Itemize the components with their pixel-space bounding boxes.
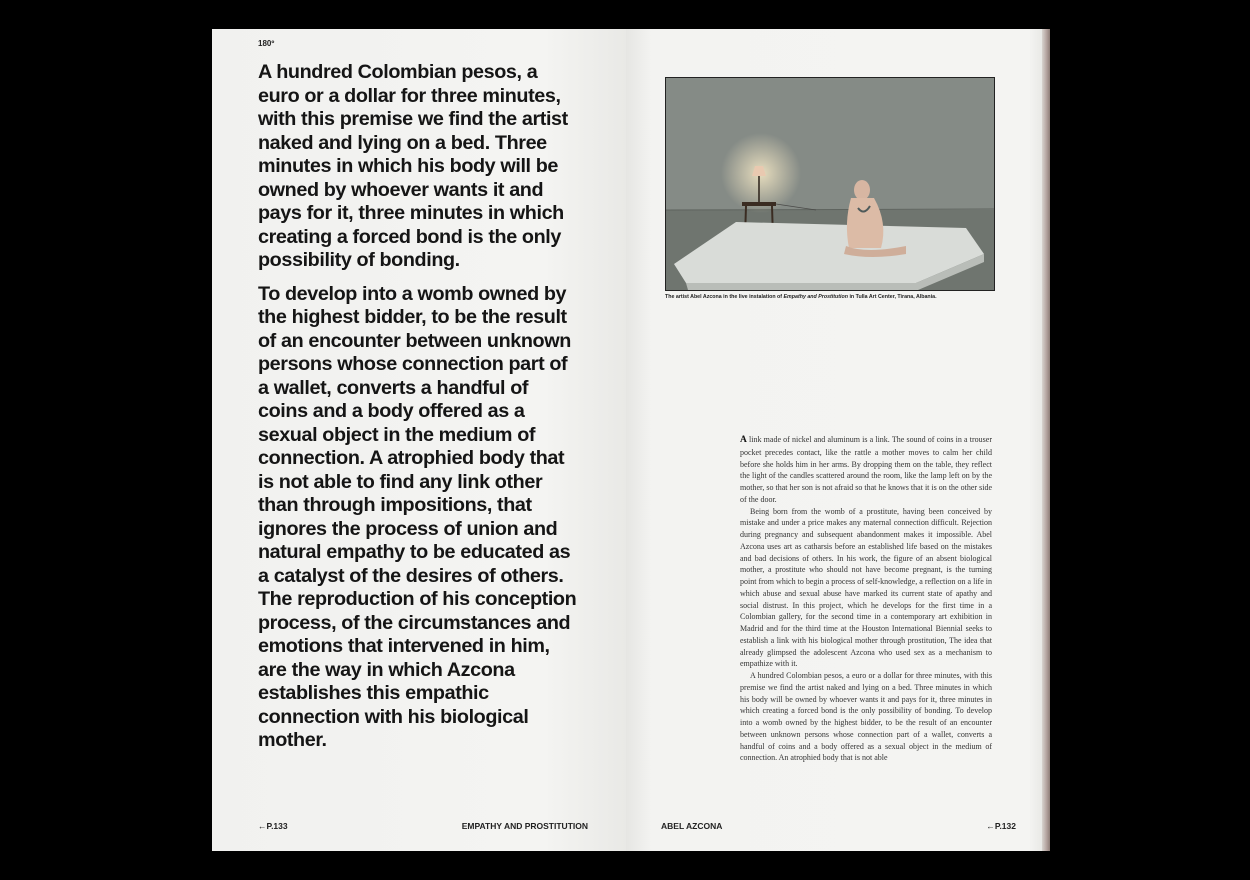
body-paragraph-1 <box>740 434 992 506</box>
right-footer-author: ABEL AZCONA <box>661 821 723 831</box>
right-page <box>626 29 1050 851</box>
left-footer-title: EMPATHY AND PROSTITUTION <box>461 821 588 831</box>
photo-caption <box>665 294 1005 300</box>
left-paragraph-1: A hundred Colombian pesos, a euro or a dollar for three minutes, with this premise we find the artist naked and lying on a bed. Three minutes in which his body will be owned by whoever wants it and pays for it, three minutes in which creating a forced bond is the only possibility of bonding. <box>258 61 568 271</box>
caption-suffix: in Tulla Art Center, Tirana, Albania. <box>847 294 937 300</box>
left-footer-page-ref: ←P.133 <box>258 821 288 831</box>
body-paragraph-1-text: link made of nickel and aluminum is a link. The sound of coins in a trouser pocket precedes contact, like the rattle a mother moves to calm her child before she holds him in her arms. By dropping them on the table, they reflect the light of the candles scattered around the room, like the lamp left on by the mother, so that her son is not afraid so that he knows that it is on the other side of the door. <box>740 435 992 504</box>
caption-prefix: The artist Abel Azcona in the live instalation of <box>665 294 784 300</box>
artwork-photo <box>665 77 995 291</box>
drop-cap: A <box>740 435 747 445</box>
page-edge <box>1042 29 1050 851</box>
body-paragraph-3: A hundred Colombian pesos, a euro or a dollar for three minutes, with this premise we find the artist naked and lying on a bed. Three minutes in which his body will be owned by whoever wants it and pays for it, three minutes in which creating a forced bond is the only possibility of bonding. To develop into a womb owned by the highest bidder, to be the result of an encounter between unknown persons whose connection part of a wallet, converts a handful of coins and a body offered as a sexual object in the medium of connection. An atrophied body that is not able <box>740 671 992 763</box>
left-page <box>212 29 626 851</box>
book-spread <box>212 29 1050 851</box>
right-footer-page-ref: ←P.132 <box>986 821 1016 831</box>
body-paragraph-2: Being born from the womb of a prostitute, having been conceived by mistake and under a price makes any maternal connection difficult. Rejection during pregnancy and subsequent abandonment makes it impossible. Abel Azcona uses art as catharsis before an established life based on the mistakes and bad decisions of others. In his work, the figure of an absent biological mother, a prostitute who should not have become pregnant, is the turning point from which to begin a process of self-knowledge, a reflection on a life in which abuse and sexual abuse have marked its current state of apathy and social distrust. In this project, which he develops for the first time in a Colombian gallery, for the second time in a contemporary art exhibition in Madrid and for the third time at the Houston International Biennial seeks to establish a link with his biological mother through prostitution, The idea that already glimpsed the adolescent Azcona who used sex as a mechanism to empathize with it. <box>740 506 992 669</box>
left-paragraph-2: To develop into a womb owned by the highest bidder, to be the result of an encounter between unknown persons whose connection part of a wallet, converts a handful of coins and a body offered as a sexual object in the medium of connection. A atrophied body that is not able to find any link other than through impositions, that ignores the process of union and natural empathy to be educated as a catalyst of the desires of others. The reproduction of his conception process, of the circumstances and emotions that intervened in him, are the way in which Azcona establishes this empathic connection with his biological mother. <box>258 282 577 751</box>
body-text <box>740 434 992 764</box>
photo-illustration <box>666 78 994 290</box>
caption-artwork-title: Empathy and Prostitution <box>783 294 848 300</box>
page-folio: 180º <box>258 39 275 48</box>
left-page-text <box>258 61 578 763</box>
